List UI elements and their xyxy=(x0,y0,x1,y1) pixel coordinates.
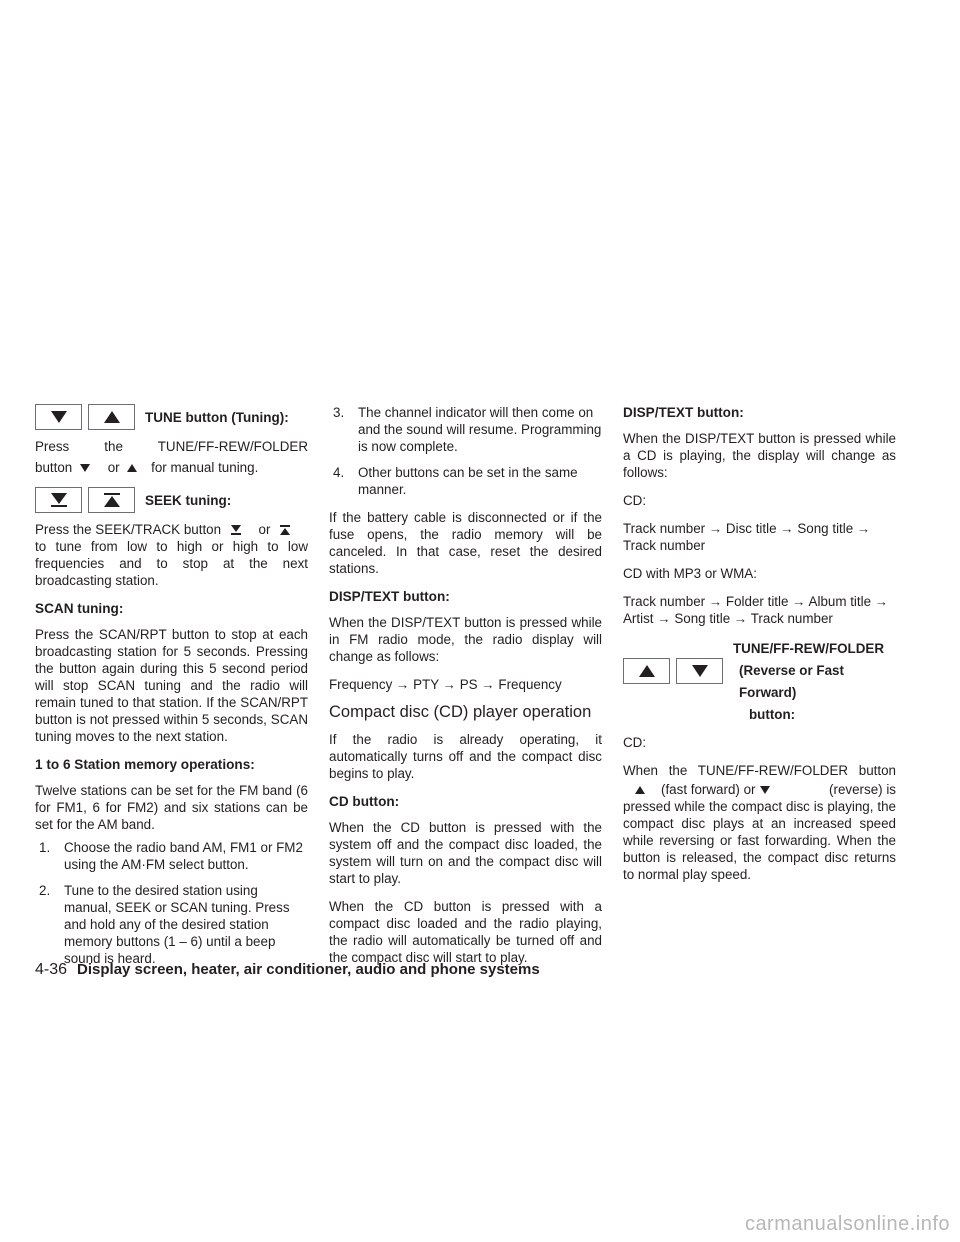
up-key xyxy=(88,404,135,430)
rev-text: (reverse) is xyxy=(829,782,896,797)
step-number: 3. xyxy=(333,405,345,420)
cd-section-title: Compact disc (CD) player operation xyxy=(329,703,592,721)
cd-intro: If the radio is already operating, it automatically turns off and the compact disc begins to play. xyxy=(329,732,602,781)
triangle-down-icon xyxy=(51,411,67,423)
heading-line-2: (Reverse or Fast Forward) xyxy=(739,663,844,700)
memory-steps-2 xyxy=(329,404,602,498)
disp-sequence: Frequency → PTY → PS → Frequency xyxy=(329,677,562,692)
step-text: The channel indicator will then come on and the sound will resume. Programming is now complete. xyxy=(358,405,602,454)
heading-line-1: TUNE/FF-REW/FOLDER xyxy=(733,641,884,656)
triangle-down-icon xyxy=(692,665,708,677)
tune-heading: TUNE button (Tuning): xyxy=(145,409,289,425)
step-number: 1. xyxy=(39,840,51,855)
or-word: or xyxy=(107,460,120,475)
watermark: carmanualsonline.info xyxy=(744,1213,950,1235)
cd-label-2: CD: xyxy=(623,735,647,750)
tune-ffrew-figure xyxy=(623,638,896,726)
triangle-up-icon xyxy=(104,411,120,423)
step-number: 2. xyxy=(39,883,51,898)
seek-down-icon xyxy=(231,525,241,535)
ff-body: pressed while the compact disc is playing, the compact disc plays at an increased speed while reversing or fast forwarding. When the button is released, the compact disc returns to normal play speed. xyxy=(623,799,896,882)
column-2 xyxy=(329,404,602,977)
heading-line-3: button: xyxy=(749,707,796,722)
when-text: When the TUNE/FF-REW/FOLDER button xyxy=(623,763,896,778)
tune-ffrew-heading xyxy=(733,638,896,726)
triangle-down-icon xyxy=(80,464,90,472)
cd-button-text-2: When the CD button is pressed with a compact disc loaded and the radio playing, the radio will automatically be turned off and the compact disc will start to play. xyxy=(329,899,602,965)
cd-button-heading: CD button: xyxy=(329,794,400,809)
disp-text: When the DISP/TEXT button is pressed while in FM radio mode, the radio display will change as follows: xyxy=(329,615,602,664)
disp-cd-heading: DISP/TEXT button: xyxy=(623,405,744,420)
ff-key xyxy=(623,658,670,684)
list-item xyxy=(39,882,308,967)
section-title: Display screen, heater, air conditioner, audio and phone systems xyxy=(77,961,540,978)
memory-heading: 1 to 6 Station memory operations: xyxy=(35,757,255,772)
list-item xyxy=(39,839,308,873)
memory-text: Twelve stations can be set for the FM band (6 for FM1, 6 for FM2) and six stations can be set for the AM band. xyxy=(35,783,308,832)
seek-down-icon xyxy=(51,493,67,507)
rew-key xyxy=(676,658,723,684)
ffrew-keys xyxy=(623,658,729,726)
page-footer xyxy=(35,961,540,979)
tune-instruction xyxy=(35,459,308,476)
step-text: Choose the radio band AM, FM1 or FM2 using the AM·FM select button. xyxy=(64,840,303,872)
disp-heading: DISP/TEXT button: xyxy=(329,589,450,604)
ff-line xyxy=(623,781,896,798)
tune-button-figure xyxy=(35,404,308,430)
disp-cd-text: When the DISP/TEXT button is pressed while a CD is playing, the display will change as follows: xyxy=(623,431,896,480)
cd-button-text-1: When the CD button is pressed with the system off and the compact disc loaded, the system will turn on and the compact disc will start to play. xyxy=(329,820,602,886)
scan-heading: SCAN tuning: xyxy=(35,601,124,616)
triangle-up-icon xyxy=(639,665,655,677)
triangle-up-icon xyxy=(127,464,137,472)
step-text: Tune to the desired station using manual, SEEK or SCAN tuning. Press and hold any of the desired station memory buttons (1 – 6) until a beep sound is heard. xyxy=(64,883,290,966)
seek-or-word: or xyxy=(258,522,271,537)
seek-text: to tune from low to high or high to low frequencies and to stop at the next broadcasting station. xyxy=(35,539,308,588)
step-number: 4. xyxy=(333,465,345,480)
seek-press-line xyxy=(35,521,308,538)
tune-press-line: Press the TUNE/FF-REW/FOLDER xyxy=(35,439,308,454)
for-manual-text: for manual tuning. xyxy=(151,460,259,475)
seek-up-icon xyxy=(280,525,290,535)
cd-sequence: Track number → Disc title → Song title → Track number xyxy=(623,521,871,553)
seek-up-icon xyxy=(104,493,120,507)
step-text: Other buttons can be set in the same manner. xyxy=(358,465,578,497)
down-key xyxy=(35,404,82,430)
seek-press-text: Press the SEEK/TRACK button xyxy=(35,522,222,537)
list-item xyxy=(333,404,602,455)
seek-heading: SEEK tuning: xyxy=(145,492,232,508)
column-1 xyxy=(35,404,308,978)
mp3-sequence: Track number → Folder title → Album title → Artist → Song title → Track number xyxy=(623,594,889,626)
battery-text: If the battery cable is disconnected or if the fuse opens, the radio memory will be canceled. In that case, reset the desired stations. xyxy=(329,510,602,576)
list-item xyxy=(333,464,602,498)
triangle-down-icon xyxy=(760,786,770,794)
seek-up-key xyxy=(88,487,135,513)
mp3-label: CD with MP3 or WMA: xyxy=(623,566,757,581)
memory-steps-1 xyxy=(35,839,308,967)
column-3 xyxy=(623,404,896,894)
scan-text: Press the SCAN/RPT button to stop at each broadcasting station for 5 seconds. Pressing the button again during this 5 second period will stop SCAN tuning and the radio will remain tuned to that station. If the SCAN/RPT button is not pressed within 5 seconds, SCAN tuning moves to the next station. xyxy=(35,627,308,744)
button-word: button xyxy=(35,460,73,475)
ff-text: (fast forward) or xyxy=(661,782,756,797)
cd-label: CD: xyxy=(623,493,647,508)
seek-button-figure xyxy=(35,487,308,513)
triangle-up-icon xyxy=(635,786,645,794)
page-number: 4-36 xyxy=(35,961,68,978)
seek-down-key xyxy=(35,487,82,513)
